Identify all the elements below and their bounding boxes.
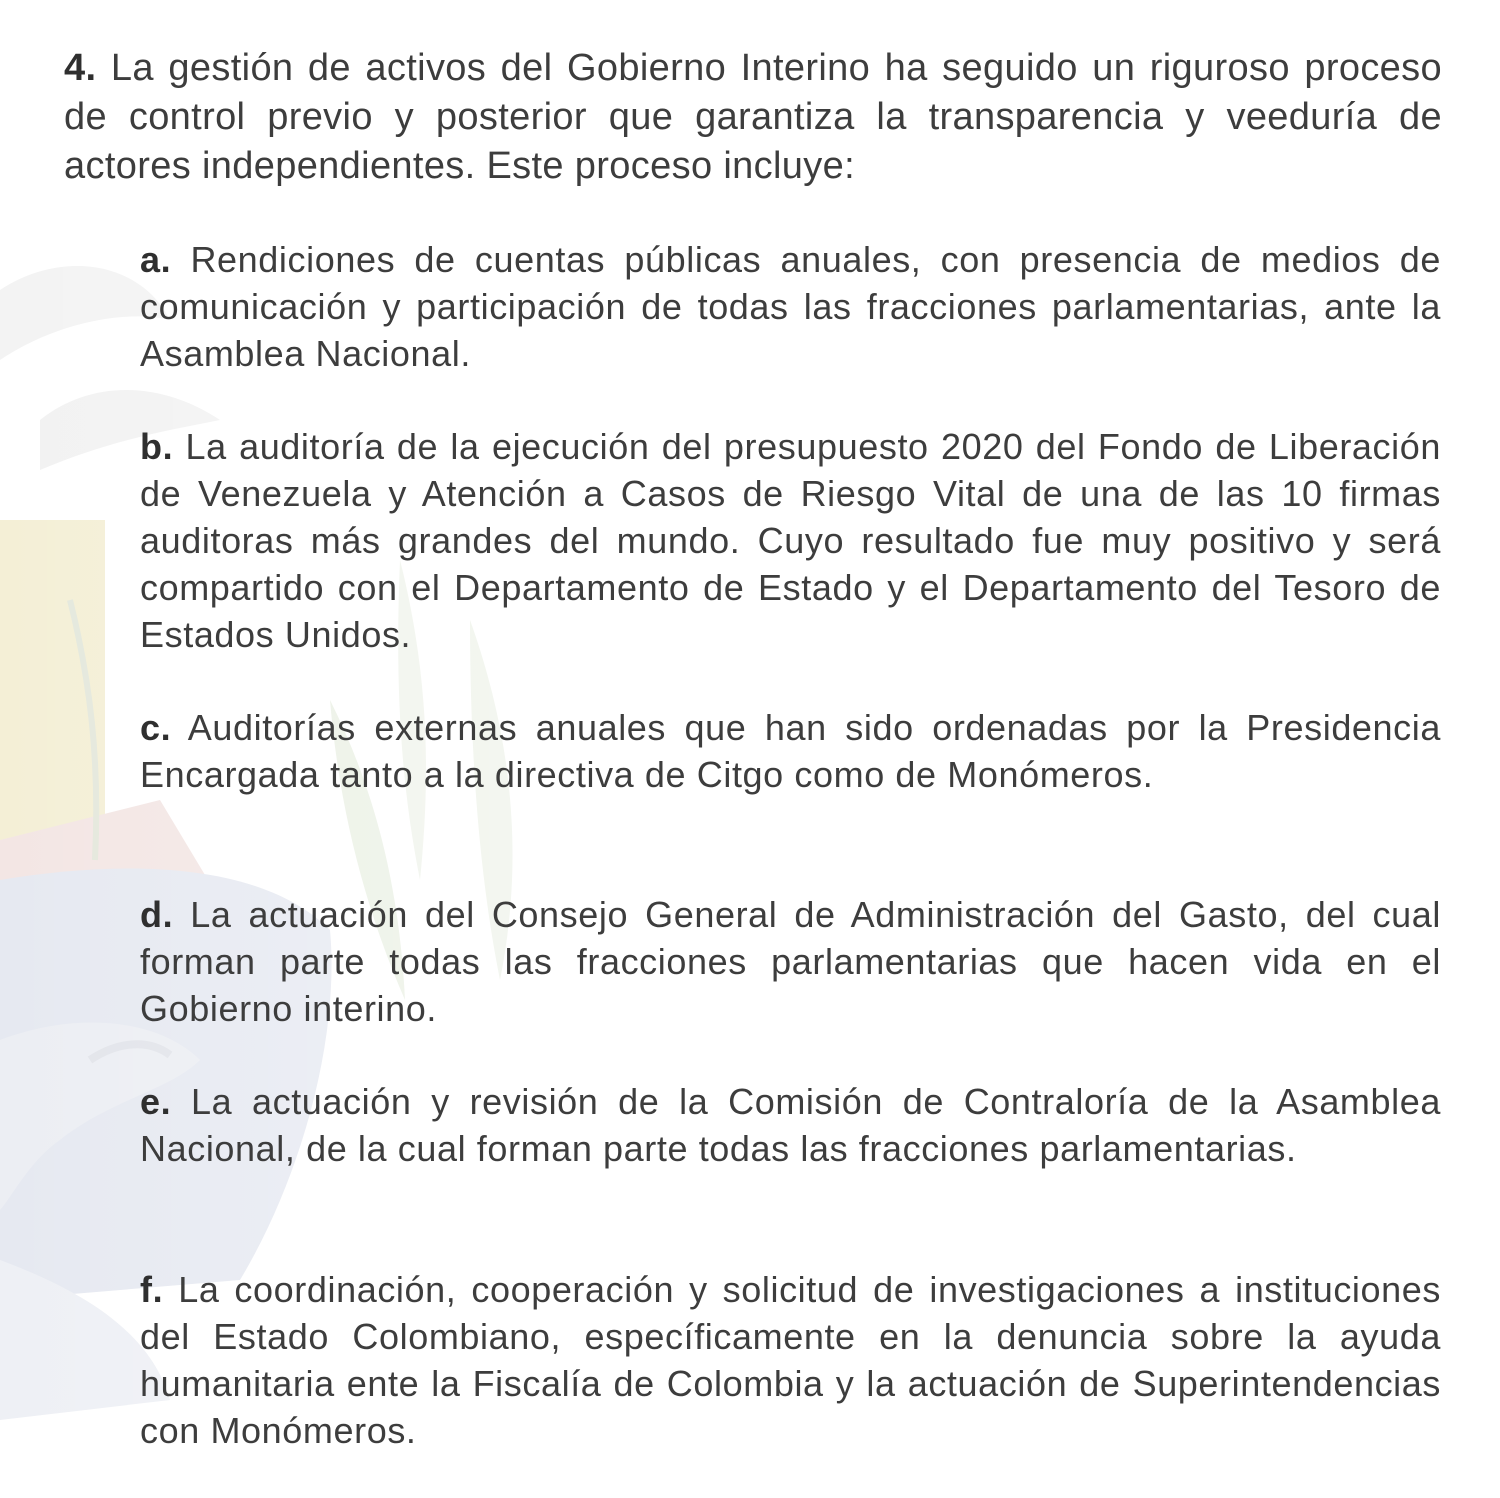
intro-text: La gestión de activos del Gobierno Interino ha seguido un riguroso proceso de control previo y posterior que garantiza la transparencia y veeduría de actores independientes. Este proceso incluye: <box>64 47 1442 187</box>
point-number: 4. <box>64 47 97 89</box>
intro-paragraph <box>64 44 1442 191</box>
list-item-e <box>140 1078 1441 1172</box>
item-marker: f. <box>140 1269 164 1310</box>
item-text: La actuación del Consejo General de Administración del Gasto, del cual forman parte todas las fracciones parlamentarias que hacen vida en el Gobierno interino. <box>140 894 1441 1029</box>
item-text: La actuación y revisión de la Comisión de Contraloría de la Asamblea Nacional, de la cual forman parte todas las fracciones parlamentarias. <box>140 1081 1441 1169</box>
item-marker: c. <box>140 707 172 748</box>
item-text: Rendiciones de cuentas públicas anuales, con presencia de medios de comunicación y participación de todas las fracciones parlamentarias, ante la Asamblea Nacional. <box>140 239 1441 374</box>
item-marker: a. <box>140 239 172 280</box>
list-item-c <box>140 704 1441 798</box>
item-text: La auditoría de la ejecución del presupuesto 2020 del Fondo de Liberación de Venezuela y Atención a Casos de Riesgo Vital de una de las 10 firmas auditoras más grandes del mundo. Cuyo resultado fue muy positivo y será compartido con el Departamento de Estado y el Departamento del Tesoro de Estados Unidos. <box>140 426 1441 655</box>
list-item-a <box>140 236 1441 377</box>
list-item-b <box>140 423 1441 658</box>
item-marker: e. <box>140 1081 172 1122</box>
item-text: Auditorías externas anuales que han sido ordenadas por la Presidencia Encargada tanto a la directiva de Citgo como de Monómeros. <box>140 707 1441 795</box>
list-item-f <box>140 1266 1441 1454</box>
item-text: La coordinación, cooperación y solicitud de investigaciones a instituciones del Estado Colombiano, específicamente en la denuncia sobre la ayuda humanitaria ente la Fiscalía de Colombia y la actuación de Superintendencias con Monómeros. <box>140 1269 1441 1451</box>
item-marker: d. <box>140 894 174 935</box>
list-item-d <box>140 891 1441 1032</box>
item-marker: b. <box>140 426 174 467</box>
